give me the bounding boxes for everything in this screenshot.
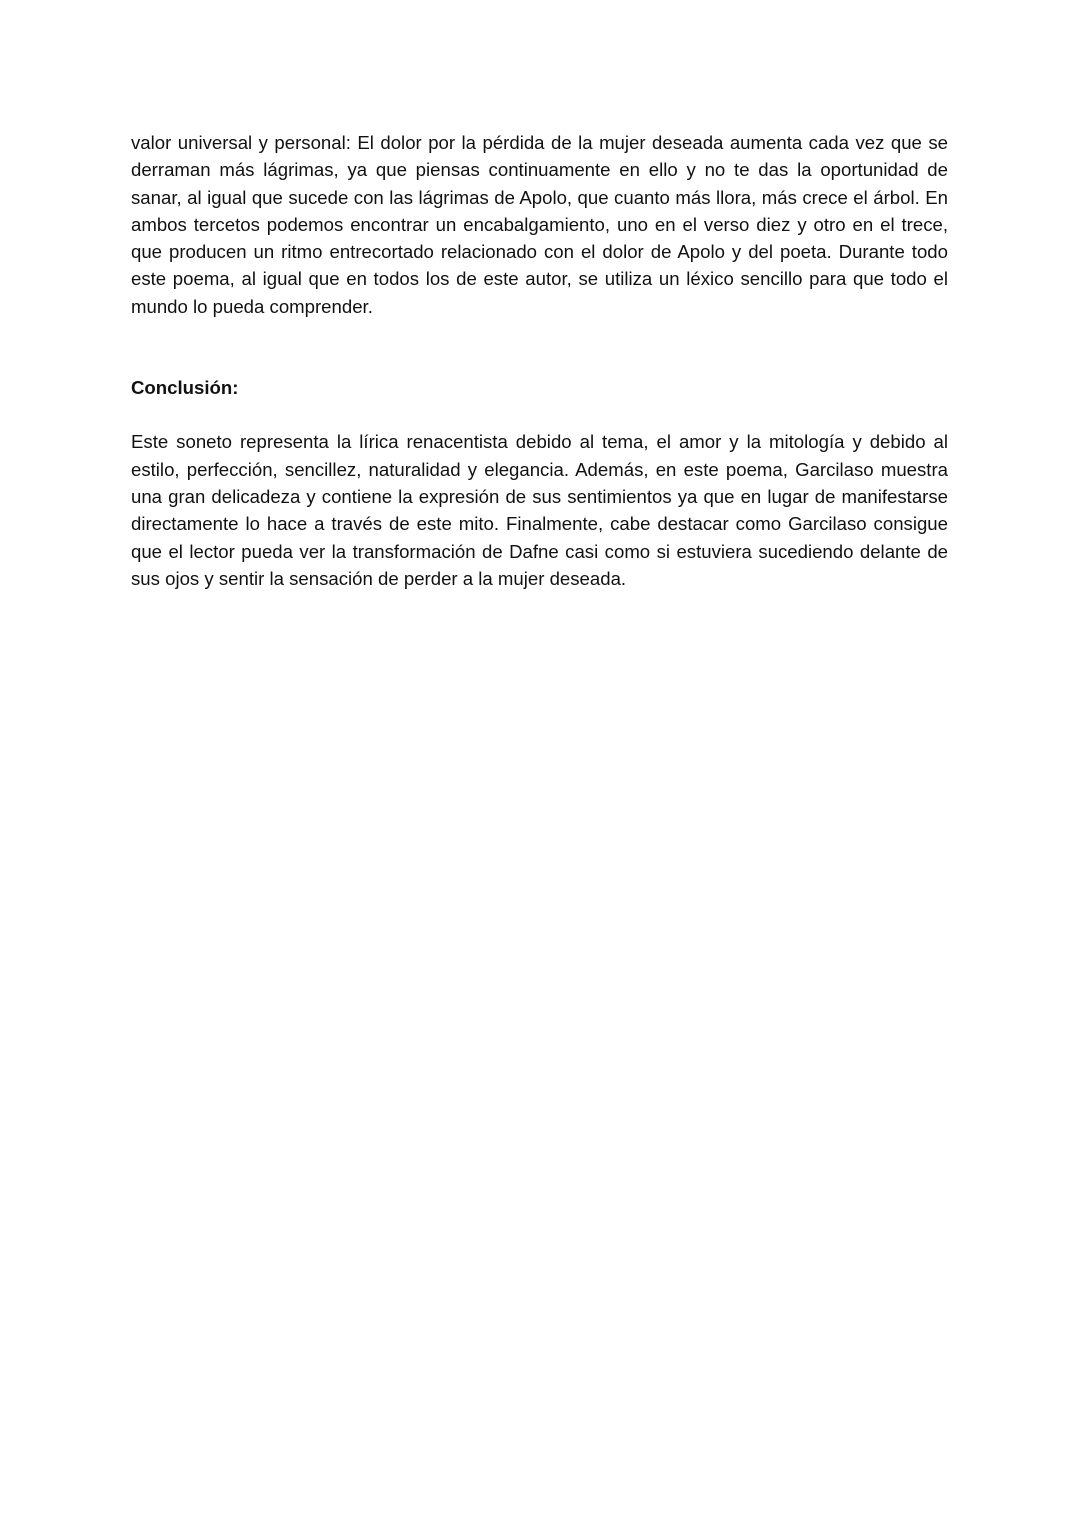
document-body — [131, 129, 948, 592]
analysis-paragraph: valor universal y personal: El dolor por la pérdida de la mujer deseada aumenta cada vez que se derraman más lágrimas, ya que piensas continuamente en ello y no te das la oportunidad de sanar, al igual que sucede con las lágrimas de Apolo, que cuanto más llora, más crece el árbol. En ambos tercetos podemos encontrar un encabalgamiento, uno en el verso diez y otro en el trece, que producen un ritmo entrecortado relacionado con el dolor de Apolo y del poeta. Durante todo este poema, al igual que en todos los de este autor, se utiliza un léxico sencillo para que todo el mundo lo pueda comprender. — [131, 132, 948, 317]
conclusion-paragraph: Este soneto representa la lírica renacentista debido al tema, el amor y la mitología y debido al estilo, perfección, sencillez, naturalidad y elegancia. Además, en este poema, Garcilaso muestra una gran delicadeza y contiene la expresión de sus sentimientos ya que en lugar de manifestarse directamente lo hace a través de este mito. Finalmente, cabe destacar como Garcilaso consigue que el lector pueda ver la transformación de Dafne casi como si estuviera sucediendo delante de sus ojos y sentir la sensación de perder a la mujer deseada. — [131, 431, 948, 589]
conclusion-heading: Conclusión: — [131, 377, 239, 399]
